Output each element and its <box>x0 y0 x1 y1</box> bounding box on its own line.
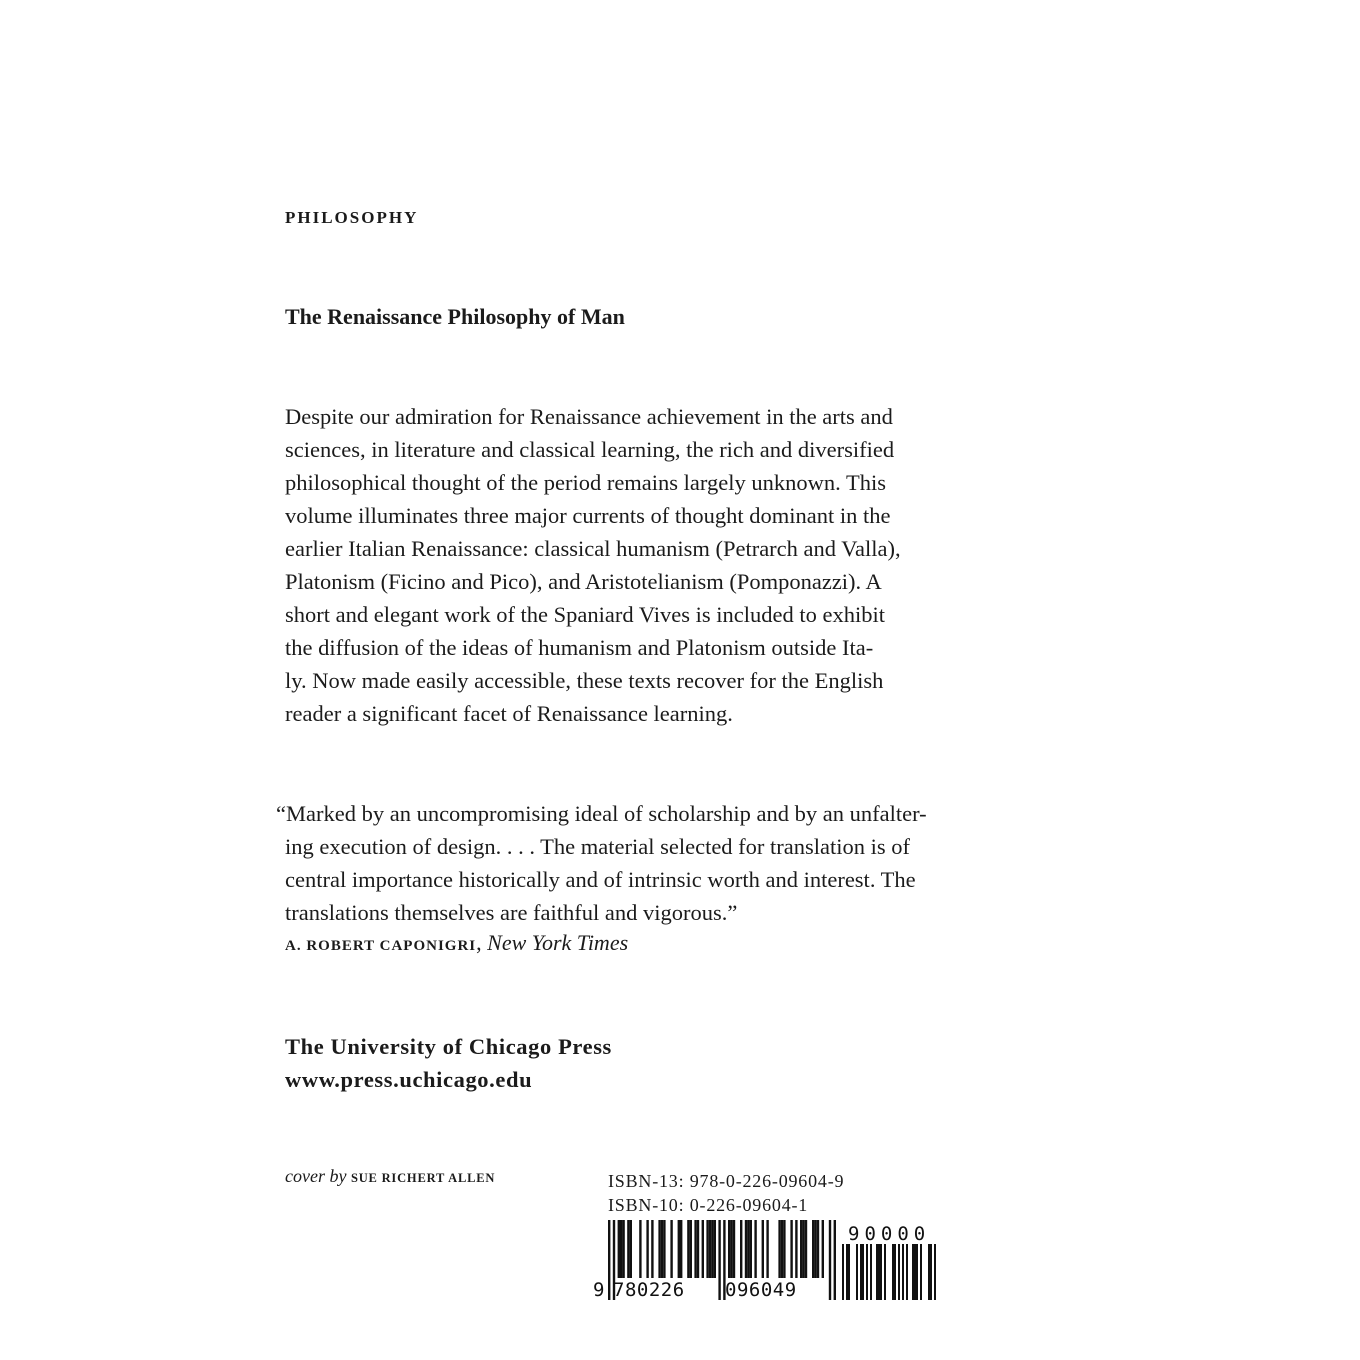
isbn10-line <box>608 1193 844 1217</box>
barcode-bar <box>802 1220 804 1278</box>
barcode-bar <box>800 1220 802 1278</box>
barcode-bar <box>898 1244 900 1300</box>
attribution-author: A. ROBERT CAPONIGRI <box>285 938 477 954</box>
barcode-bar <box>711 1220 713 1278</box>
barcode-bar <box>618 1220 620 1278</box>
review-quote <box>276 797 957 929</box>
attribution-separator: , <box>476 930 488 955</box>
barcode-bar <box>733 1220 735 1278</box>
barcode-bar <box>846 1244 848 1300</box>
barcode-bar <box>920 1244 922 1300</box>
barcode-bar <box>678 1220 680 1278</box>
description-line: Platonism (Ficino and Pico), and Aristotelianism (Pomponazzi). A <box>285 569 882 594</box>
barcode-bar <box>694 1220 696 1278</box>
description-line: ly. Now made easily accessible, these texts recover for the English <box>285 668 884 693</box>
barcode-bar <box>934 1244 936 1300</box>
quote-line: translations themselves are faithful and vigorous.” <box>285 900 738 925</box>
cover-credit-prefix: cover by <box>285 1166 347 1186</box>
barcode-bar <box>658 1220 660 1278</box>
barcode-bar <box>812 1220 814 1278</box>
barcode-bar <box>718 1220 720 1300</box>
quote-line: ing execution of design. . . . The material selected for translation is of <box>285 834 911 859</box>
barcode-bar <box>878 1244 880 1300</box>
category-label: PHILOSOPHY <box>285 208 419 227</box>
barcode <box>590 1220 950 1306</box>
barcode-bar <box>916 1244 918 1300</box>
barcode-bar <box>627 1220 629 1278</box>
barcode-bar <box>663 1220 665 1278</box>
barcode-bar <box>608 1220 610 1300</box>
quote-line: central importance historically and of intrinsic worth and interest. The <box>285 867 916 892</box>
book-title: The Renaissance Philosophy of Man <box>285 304 625 329</box>
barcode-bar <box>814 1220 816 1278</box>
isbn10-value: 0-226-09604-1 <box>689 1195 809 1215</box>
barcode-bar <box>876 1244 878 1300</box>
description-line: sciences, in literature and classical learning, the rich and diversified <box>285 437 895 462</box>
cover-credit <box>285 1166 495 1187</box>
isbn13-line <box>608 1169 844 1193</box>
barcode-left-digits: 780226 <box>613 1279 685 1301</box>
barcode-bar <box>870 1244 872 1300</box>
barcode-bar <box>880 1244 882 1300</box>
barcode-bar <box>834 1220 836 1300</box>
barcode-bar <box>651 1220 653 1278</box>
description-line: volume illuminates three major currents of thought dominant in the <box>285 503 891 528</box>
publisher-url: www.press.uchicago.edu <box>285 1067 533 1092</box>
barcode-bar <box>680 1220 682 1278</box>
barcode-bar <box>706 1220 708 1278</box>
description-line: earlier Italian Renaissance: classical humanism (Petrarch and Valla), <box>285 536 901 561</box>
barcode-bar <box>740 1220 742 1278</box>
barcode-bar <box>848 1244 850 1300</box>
barcode-bar <box>620 1220 622 1278</box>
barcode-addon-bars <box>842 1244 936 1300</box>
barcode-bar <box>754 1220 756 1278</box>
barcode-right-digits: 096049 <box>725 1279 797 1301</box>
barcode-bar <box>884 1244 886 1300</box>
barcode-bar <box>630 1220 632 1278</box>
barcode-bar <box>790 1220 792 1278</box>
barcode-bar <box>795 1220 797 1278</box>
barcode-bar <box>781 1220 783 1278</box>
barcode-bar <box>728 1220 730 1278</box>
barcode-bar <box>892 1244 894 1300</box>
barcode-bar <box>906 1244 908 1300</box>
barcode-bar <box>805 1220 807 1278</box>
barcode-bar <box>646 1220 648 1278</box>
barcode-bar <box>762 1220 764 1278</box>
barcode-bar <box>860 1244 862 1300</box>
barcode-addon-digits: 90000 <box>848 1223 931 1245</box>
barcode-bar <box>730 1220 732 1278</box>
barcode-bar <box>783 1220 785 1278</box>
barcode-bar <box>687 1220 689 1278</box>
barcode-bar <box>714 1220 716 1278</box>
barcode-bar <box>928 1244 930 1300</box>
barcode-bar <box>914 1244 916 1300</box>
description-line: short and elegant work of the Spaniard Vives is included to exhibit <box>285 602 885 627</box>
barcode-bar <box>670 1220 672 1278</box>
barcode-bar <box>639 1220 641 1278</box>
barcode-bar <box>690 1220 692 1278</box>
barcode-bar <box>817 1220 819 1278</box>
barcode-bar <box>622 1220 624 1278</box>
publisher-block <box>285 1030 612 1096</box>
description-line: the diffusion of the ideas of humanism and Platonism outside Ita- <box>285 635 874 660</box>
book-description <box>285 400 957 730</box>
quote-attribution <box>285 930 628 956</box>
barcode-bar <box>902 1244 904 1300</box>
barcode-bar <box>894 1244 896 1300</box>
description-line: Despite our admiration for Renaissance achievement in the arts and <box>285 404 893 429</box>
cover-credit-artist: SUE RICHERT ALLEN <box>350 1171 496 1185</box>
barcode-bar <box>842 1244 844 1300</box>
barcode-bar <box>747 1220 749 1278</box>
barcode-bar <box>709 1220 711 1278</box>
barcode-bar <box>661 1220 663 1278</box>
barcode-bar <box>697 1220 699 1278</box>
publisher-name: The University of Chicago Press <box>285 1034 612 1059</box>
barcode-bar <box>866 1244 868 1300</box>
barcode-bar <box>750 1220 752 1278</box>
description-line: philosophical thought of the period remains largely unknown. This <box>285 470 886 495</box>
barcode-bar <box>930 1244 932 1300</box>
description-line: reader a significant facet of Renaissance learning. <box>285 701 733 726</box>
barcode-bar <box>862 1244 864 1300</box>
barcode-bar <box>912 1244 914 1300</box>
isbn10-label: ISBN-10: <box>608 1195 685 1215</box>
barcode-bar <box>745 1220 747 1278</box>
barcode-bar <box>702 1220 704 1278</box>
barcode-bar <box>822 1220 824 1278</box>
quote-line: “Marked by an uncompromising ideal of scholarship and by an unfalter- <box>276 801 927 826</box>
attribution-publication: New York Times <box>487 930 629 955</box>
isbn13-label: ISBN-13: <box>608 1171 685 1191</box>
isbn-block <box>608 1169 844 1217</box>
barcode-first-digit: 9 <box>593 1279 605 1301</box>
barcode-bar <box>778 1220 780 1278</box>
barcode-bar <box>829 1220 831 1300</box>
isbn13-value: 978-0-226-09604-9 <box>689 1171 845 1191</box>
barcode-bar <box>766 1220 768 1278</box>
barcode-bar <box>856 1244 858 1300</box>
